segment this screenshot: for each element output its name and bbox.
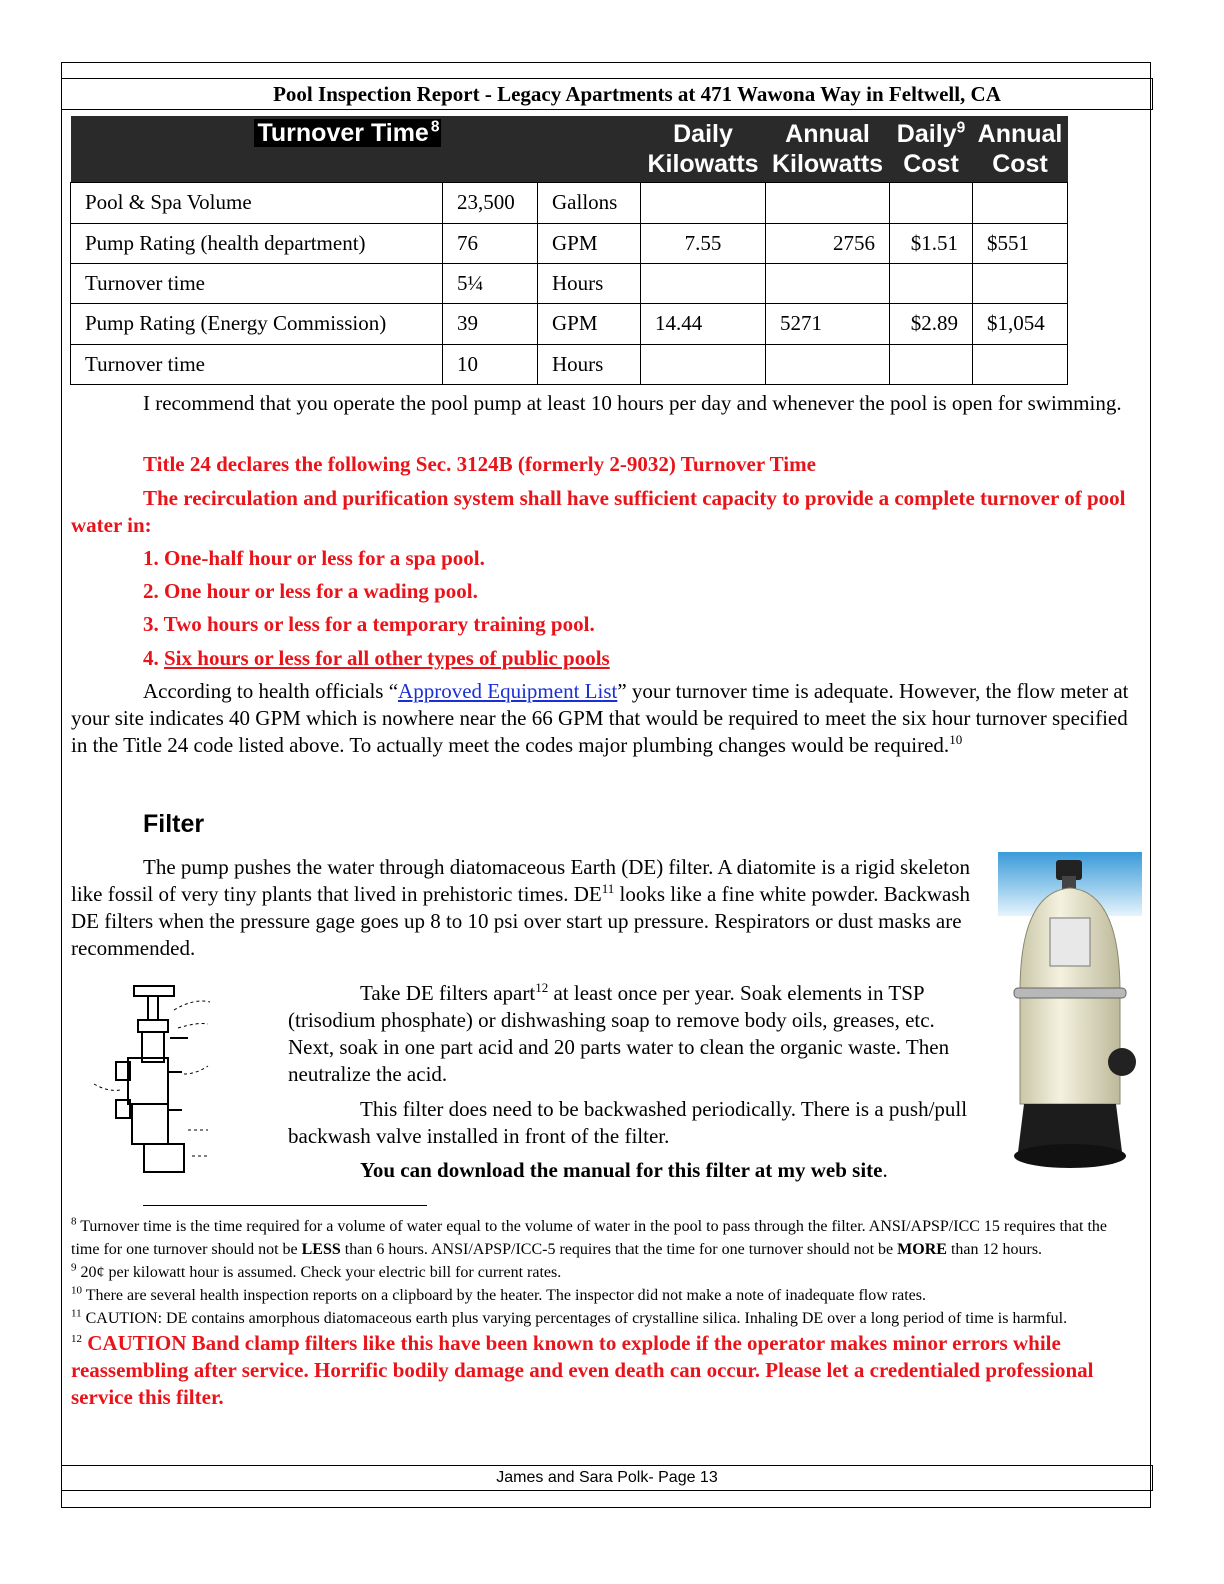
title24-heading: Title 24 declares the following Sec. 3124B (formerly 2-9032) Turnover Time (143, 452, 816, 476)
filter-paragraph-2: Take DE filters apart$^{12}$ at least once per year. Soak elements in TSP (trisodium phosphate) or dishwashing soap to remove body oils, greases, etc. Next, soak in one part acid and 20 parts water to clean the organic waste. Then neutralize the acid. (288, 980, 950, 1086)
row-unit: GPM (538, 303, 641, 344)
col-annual-kilowatts: Annual Kilowatts (766, 116, 890, 182)
row-value: 5¼ (443, 263, 538, 303)
footnote-8: $^8$ Turnover time is the time required for a volume of water equal to the volume of water in the pool to pass through the filter. ANSI/APSP/ICC 15 requires that the time for one turnover should not be LESS than 6 hours. ANSI/APSP/ICC-5 requires that the time for one turnover should not be MORE than 12 hours. (71, 1215, 1107, 1258)
row-unit: Hours (538, 344, 641, 384)
according-paragraph: According to health officials “Approved Equipment List” your turnover time is adequate. However, the flow meter at your site indicates 40 GPM which is nowhere near the 66 GPM that would be required to meet the six hour turnover specified in the Title 24 code listed above. To actually meet the codes major plumbing changes would be required.$^{10}$ (71, 679, 1129, 757)
row-unit: Hours (538, 263, 641, 303)
filter-paragraph-1: The pump pushes the water through diatomaceous Earth (DE) filter. A diatomite is a rigid skeleton like fossil of very tiny plants that lived in prehistoric times. DE$^{11}$ looks like a fine white powder. Backwash DE filters when the pressure gage goes up 8 to 10 psi over start up pressure. Respirators or dust masks are recommended. (71, 855, 971, 960)
row-label: Turnover time (71, 344, 443, 384)
footnote-divider (143, 1205, 427, 1206)
row-value: 23,500 (443, 182, 538, 223)
report-title: Pool Inspection Report - Legacy Apartments at 471 Wawona Way in Feltwell, CA (273, 82, 1001, 106)
recommend-paragraph: I recommend that you operate the pool pump at least 10 hours per day and whenever the pool is open for swimming. (143, 391, 1122, 415)
col-daily-kilowatts: Daily Kilowatts (641, 116, 766, 182)
title24-item-4: 4. Six hours or less for all other types of public pools (143, 646, 610, 670)
footnotes (71, 1215, 1139, 1411)
table-title: Turnover Time $^8$ (71, 116, 641, 182)
col-annual-cost: Annual Cost (973, 116, 1068, 182)
title24-item-3: 3. Two hours or less for a temporary training pool. (143, 612, 595, 636)
table-row (71, 182, 1068, 223)
col-daily-cost: Daily$^9$ Cost (890, 116, 973, 182)
footnote-9: $^9$ 20¢ per kilowatt hour is assumed. Check your electric bill for current rates. (71, 1261, 562, 1281)
row-value: 10 (443, 344, 538, 384)
turnover-table (70, 116, 1068, 385)
row-unit: GPM (538, 223, 641, 263)
row-label: Pump Rating (health department) (71, 223, 443, 263)
page-footer (61, 1465, 1153, 1491)
title24-item-1: 1. One-half hour or less for a spa pool. (143, 546, 485, 570)
row-value: 76 (443, 223, 538, 263)
row-label: Turnover time (71, 263, 443, 303)
filter-paragraph-3: This filter does need to be backwashed periodically. There is a push/pull backwash valve installed in front of the filter. (288, 1097, 968, 1148)
table-row: Pump Rating (Energy Commission) 39 GPM 14.44 5271 $2.89 $1,054 (71, 303, 1068, 344)
title24-item-2: 2. One hour or less for a wading pool. (143, 579, 478, 603)
row-unit: Gallons (538, 182, 641, 223)
valve-diagram-icon (88, 980, 218, 1180)
footer-text: James and Sara Polk- Page 13 (496, 1469, 718, 1486)
table-row: Pump Rating (health department) 76 GPM 7.55 2756 $1.51 $551 (71, 223, 1068, 263)
row-label: Pool & Spa Volume (71, 182, 443, 223)
table-row (71, 263, 1068, 303)
report-header (61, 78, 1153, 110)
footnote-12: $^{12}$ CAUTION Band clamp filters like this have been known to explode if the operator makes minor errors while reassembling after service. Horrific bodily damage and even death can occur. Please let a credentialed professional service this filter. (71, 1331, 1094, 1409)
table-row (71, 344, 1068, 384)
filter-heading: Filter (143, 810, 205, 838)
footnote-11: $^{11}$ CAUTION: DE contains amorphous diatomaceous earth plus varying percentages of crystalline silica. Inhaling DE over a long period of time is harmful. (71, 1307, 1068, 1327)
row-label: Pump Rating (Energy Commission) (71, 303, 443, 344)
title24-intro: The recirculation and purification system shall have sufficient capacity to provide a complete turnover of pool water in: (71, 486, 1126, 537)
footnote-10: $^{10}$ There are several health inspection reports on a clipboard by the heater. The inspector did not make a note of inadequate flow rates. (71, 1284, 926, 1304)
table-header-row (71, 116, 1068, 182)
de-filter-photo-icon (998, 852, 1142, 1174)
filter-paragraph-4: You can download the manual for this filter at my web site. (360, 1158, 888, 1182)
approved-equipment-link[interactable]: Approved Equipment List (398, 679, 618, 703)
row-value: 39 (443, 303, 538, 344)
